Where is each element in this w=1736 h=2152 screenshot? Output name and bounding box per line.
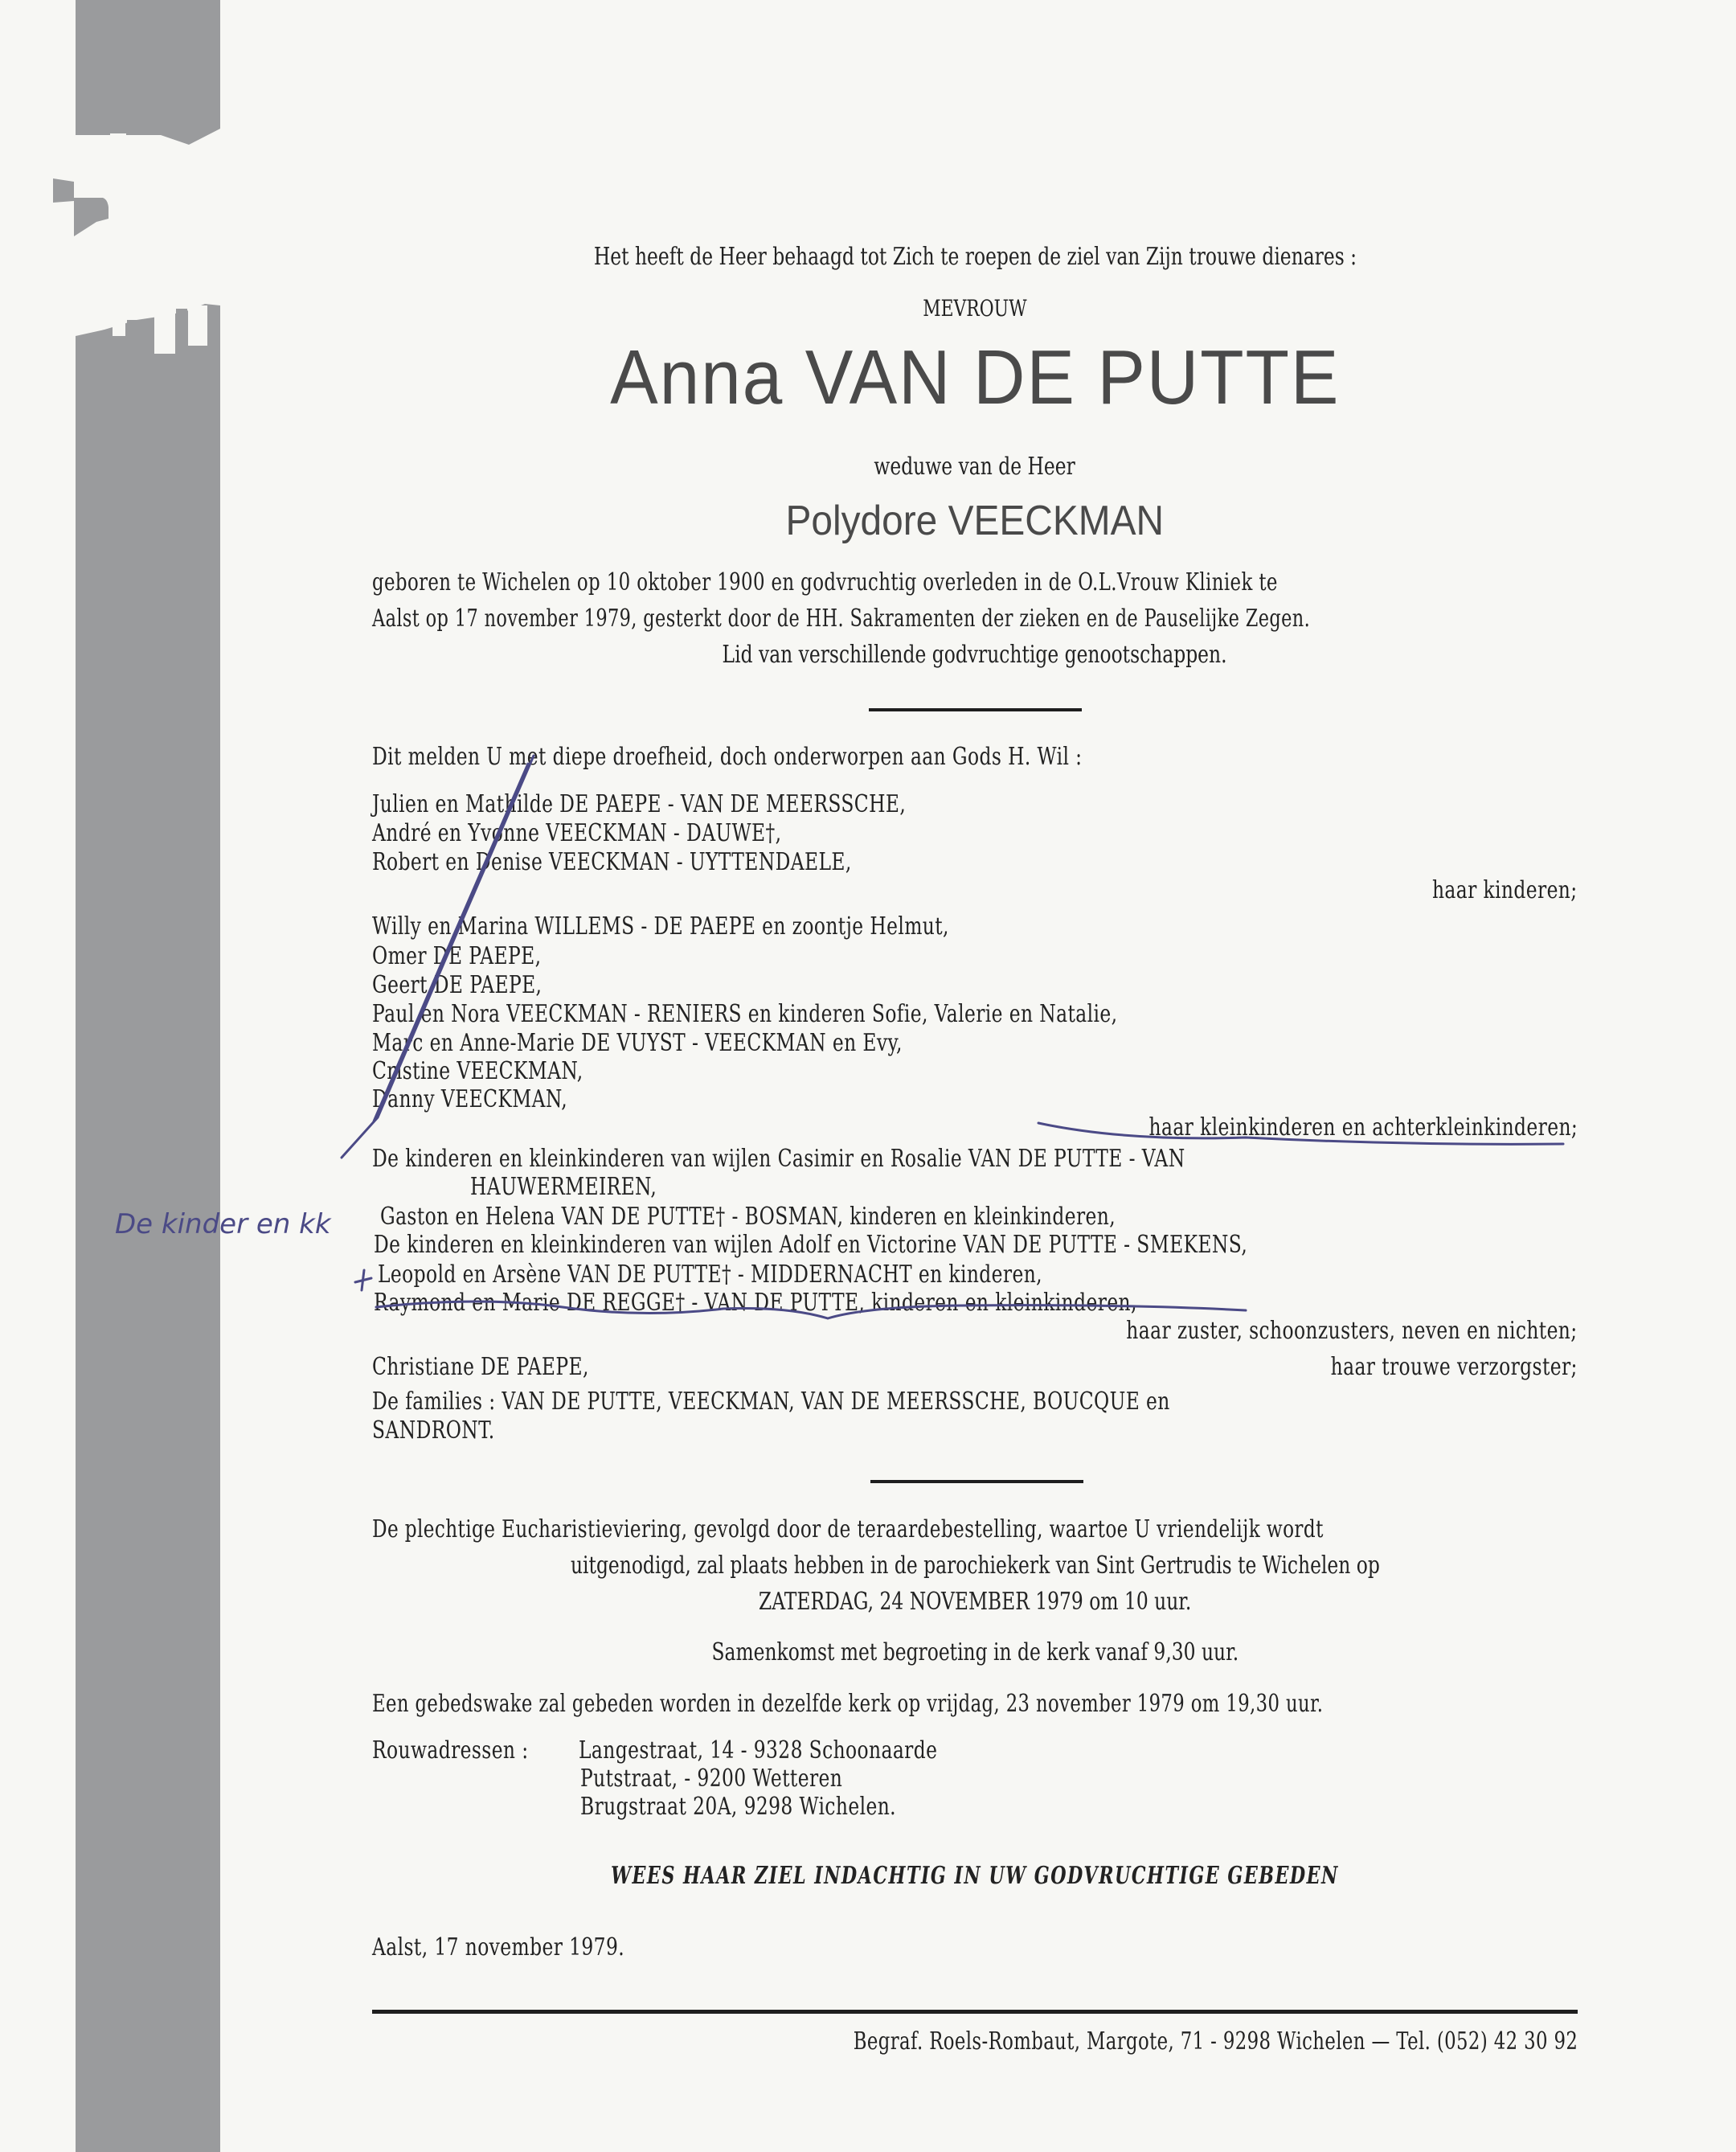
bio-line-2: Aalst op 17 november 1979, gesterkt door de HH. Sakramenten der zieken en de Pauselijke Zegen. — [372, 605, 1311, 633]
service-line: uitgenodigd, zal plaats hebben in de parochiekerk van Sint Gertrudis te Wichelen op — [570, 1551, 1380, 1580]
service-date: ZATERDAG, 24 NOVEMBER 1979 om 10 uur. — [758, 1588, 1192, 1616]
vigil-text: Een gebedswake zal gebeden worden in dezelfde kerk op vrijdag, 23 november 1979 om 19,30 uur. — [372, 1690, 1324, 1718]
children-label: haar kinderen; — [1432, 876, 1578, 904]
separator — [870, 1480, 1083, 1483]
separator — [869, 708, 1082, 711]
bio-line-1: geboren te Wichelen op 10 oktober 1900 en godvruchtig overleden in de O.L.Vrouw Kliniek te — [372, 568, 1278, 596]
address-line: Langestraat, 14 - 9328 Schoonaarde — [579, 1736, 938, 1765]
relation-text: weduwe van de Heer — [874, 453, 1076, 481]
address-line: Brugstraat 20A, 9298 Wichelen. — [580, 1793, 897, 1821]
prayer-text: WEES HAAR ZIEL INDACHTIG IN UW GODVRUCHTIGE GEBEDEN — [611, 1862, 1339, 1890]
addresses-label: Rouwadressen : — [372, 1736, 529, 1765]
grandchild-line: Geert DE PAEPE, — [372, 971, 542, 999]
footer-text: Begraf. Roels-Rombaut, Margote, 71 - 9298 Wichelen — Tel. (052) 42 30 92 — [853, 2027, 1578, 2056]
caregiver-label: haar trouwe verzorgster; — [1330, 1353, 1578, 1381]
families-line: De families : VAN DE PUTTE, VEECKMAN, VAN DE MEERSSCHE, BOUCQUE en — [372, 1388, 1170, 1416]
sibling-line: De kinderen en kleinkinderen van wijlen Adolf en Victorine VAN DE PUTTE - SMEKENS, — [374, 1231, 1248, 1259]
spouse-name: Polydore VEECKMAN — [785, 498, 1165, 544]
title-prefix: MEVROUW — [923, 295, 1027, 322]
child-line: André en Yvonne VEECKMAN - DAUWE†, — [372, 819, 782, 847]
intro-text: Het heeft de Heer behaagd tot Zich te roepen de ziel van Zijn trouwe dienares : — [593, 243, 1357, 271]
child-line: Julien en Mathilde DE PAEPE - VAN DE MEERSSCHE, — [372, 790, 907, 818]
grandchild-line: Willy en Marina WILLEMS - DE PAEPE en zoontje Helmut, — [372, 912, 949, 941]
siblings-label: haar zuster, schoonzusters, neven en nichten; — [1126, 1317, 1578, 1345]
child-line: Robert en Denise VEECKMAN - UYTTENDAELE, — [372, 848, 852, 876]
grandchild-line: Omer DE PAEPE, — [372, 942, 542, 970]
grandchild-line: Marc en Anne-Marie DE VUYST - VEECKMAN en Evy, — [372, 1029, 903, 1057]
handwritten-note: De kinder en kk — [115, 1208, 331, 1240]
bio-line-3: Lid van verschillende godvruchtige genootschappen. — [723, 641, 1227, 669]
grandchildren-label: haar kleinkinderen en achterkleinkinderen; — [1148, 1113, 1578, 1142]
sibling-line: HAUWERMEIREN, — [470, 1173, 657, 1201]
sibling-line: Gaston en Helena VAN DE PUTTE† - BOSMAN, kinderen en kleinkinderen, — [380, 1203, 1116, 1231]
announcement: Dit melden U met diepe droefheid, doch onderworpen aan Gods H. Wil : — [372, 743, 1083, 771]
footer-rule — [372, 2010, 1578, 2014]
gathering-text: Samenkomst met begroeting in de kerk vanaf 9,30 uur. — [711, 1638, 1239, 1666]
caregiver: Christiane DE PAEPE, — [372, 1353, 589, 1381]
service-line: De plechtige Eucharistieviering, gevolgd door de teraardebestelling, waartoe U vriendelijk wordt — [372, 1515, 1324, 1543]
grandchild-line: Danny VEECKMAN, — [372, 1085, 568, 1113]
deceased-name: Anna VAN DE PUTTE — [609, 334, 1341, 420]
grandchild-line: Cristine VEECKMAN, — [372, 1057, 583, 1085]
sibling-line: De kinderen en kleinkinderen van wijlen Casimir en Rosalie VAN DE PUTTE - VAN — [372, 1145, 1185, 1173]
families-line: SANDRONT. — [372, 1416, 495, 1445]
grandchild-line: Paul en Nora VEECKMAN - RENIERS en kinderen Sofie, Valerie en Natalie, — [372, 1000, 1118, 1028]
sibling-line: Raymond en Marie DE REGGE† - VAN DE PUTTE, kinderen en kleinkinderen, — [374, 1289, 1137, 1317]
place-date: Aalst, 17 november 1979. — [372, 1933, 625, 1961]
address-line: Putstraat, - 9200 Wetteren — [580, 1765, 843, 1793]
decorative-band — [76, 0, 220, 2152]
sibling-line: Leopold en Arsène VAN DE PUTTE† - MIDDERNACHT en kinderen, — [378, 1260, 1043, 1289]
